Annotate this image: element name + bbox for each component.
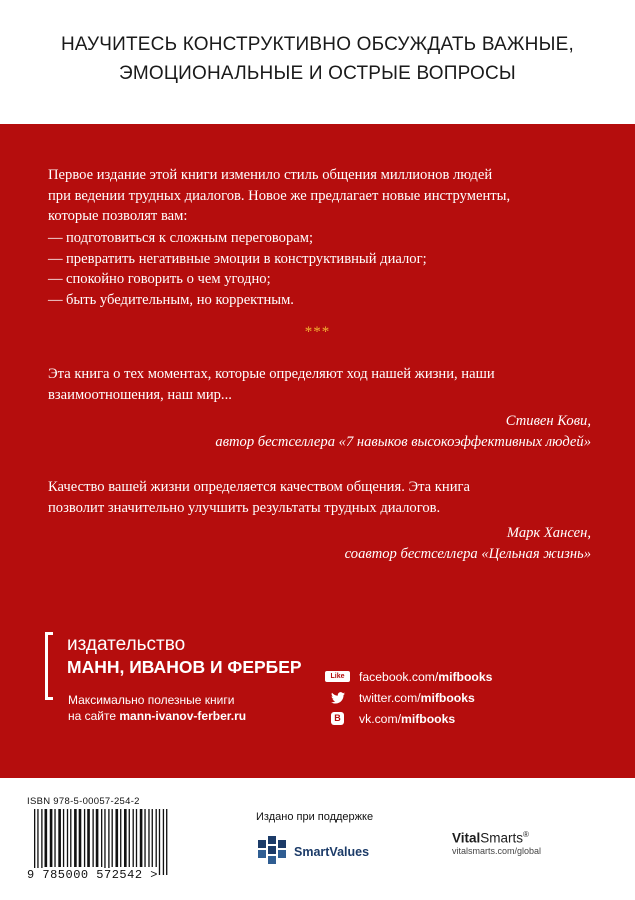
vitalsmarts-rest: Smarts: [480, 830, 524, 846]
quote-2: [48, 477, 593, 518]
vk-handle: mifbooks: [400, 712, 456, 726]
quote-2-line-2: позволит значительно улучшить результаты трудных диалогов.: [48, 499, 441, 516]
smartvalues-name: SmartValues: [294, 845, 370, 859]
tagline-line-2: [68, 709, 246, 725]
twitter-link[interactable]: [325, 689, 565, 710]
twitter-bird-icon: [325, 691, 350, 704]
list-item-text: быть убедительным, но корректным.: [66, 291, 294, 308]
facebook-link-text: [359, 670, 492, 684]
quote-2-attribution: [71, 523, 591, 564]
vitalsmarts-url: vitalsmarts.com/global: [452, 845, 542, 856]
vitalsmarts-bold: Vital: [452, 830, 481, 846]
vk-link-text: [359, 712, 455, 726]
publisher-label: издательство: [67, 634, 186, 655]
dash-marker: —: [48, 230, 63, 246]
quote-1-role: автор бестселлера «7 навыков высокоэффективных людей»: [215, 433, 591, 450]
intro-paragraph: [48, 165, 593, 227]
dash-marker: —: [48, 271, 63, 287]
publisher-site-link[interactable]: mann-ivanov-ferber.ru: [119, 708, 247, 723]
tagline-line-1: Максимально полезные книги: [68, 693, 235, 707]
headline-line-2: ЭМОЦИОНАЛЬНЫЕ И ОСТРЫЕ ВОПРОСЫ: [119, 63, 516, 84]
smartvalues-cube-icon: [256, 834, 288, 866]
facebook-handle: mifbooks: [438, 670, 493, 684]
quote-1-line-2: взаимоотношения, наш мир...: [48, 386, 232, 403]
registered-mark: ®: [523, 830, 529, 839]
publisher-logo: [45, 632, 302, 702]
benefits-list: [48, 228, 593, 310]
twitter-handle: mifbooks: [420, 691, 475, 705]
intro-line-2: при ведении трудных диалогов. Новое же предлагает новые инструменты,: [48, 187, 511, 204]
list-item-text: подготовиться к сложным переговорам;: [66, 230, 314, 246]
vk-link[interactable]: [325, 710, 565, 731]
intro-line-3: которые позволят вам:: [48, 208, 188, 224]
quote-1-line-1: Эта книга о тех моментах, которые определяют ход нашей жизни, наши: [48, 366, 495, 382]
quote-1: [48, 364, 593, 405]
quote-2-role: соавтор бестселлера «Цельная жизнь»: [344, 545, 591, 562]
bracket-icon: [45, 632, 53, 700]
tagline-prefix: на сайте: [68, 708, 120, 723]
headline: [0, 30, 635, 88]
twitter-prefix: twitter.com/: [359, 691, 421, 705]
list-item-text: превратить негативные эмоции в конструктивный диалог;: [66, 250, 427, 267]
support-label: Издано при поддержке: [256, 811, 374, 823]
like-badge: Like: [325, 671, 350, 682]
list-item: [48, 269, 593, 290]
dash-marker: —: [48, 291, 63, 308]
smartvalues-logo: [256, 832, 396, 872]
isbn-label: ISBN 978-5-00057-254-2: [27, 796, 140, 807]
vitalsmarts-name: [452, 830, 541, 846]
intro-line-1: Первое издание этой книги изменило стиль общения миллионов людей: [48, 167, 493, 183]
twitter-link-text: [359, 691, 475, 705]
red-panel: [0, 124, 635, 778]
top-banner: [0, 0, 635, 124]
section-separator: ***: [304, 324, 331, 340]
list-item: [48, 290, 593, 311]
vk-icon: [325, 712, 350, 725]
list-item: [48, 249, 593, 270]
dash-marker: —: [48, 250, 63, 267]
facebook-link[interactable]: [325, 668, 565, 689]
vk-badge: B: [331, 712, 344, 725]
vitalsmarts-logo: [452, 830, 541, 856]
quote-2-author: Марк Хансен,: [506, 525, 591, 541]
quote-1-attribution: [71, 411, 591, 452]
vk-prefix: vk.com/: [359, 712, 401, 726]
barcode-icon: [34, 809, 170, 875]
social-links: [325, 668, 565, 731]
headline-line-1: НАУЧИТЕСЬ КОНСТРУКТИВНО ОБСУЖДАТЬ ВАЖНЫЕ,: [61, 34, 574, 55]
bottom-panel: [0, 778, 635, 900]
quote-2-line-1: Качество вашей жизни определяется качеством общения. Эта книга: [48, 479, 470, 495]
publisher-name: МАНН, ИВАНОВ И ФЕРБЕР: [67, 657, 302, 677]
list-item-text: спокойно говорить о чем угодно;: [66, 271, 271, 287]
barcode-number: 9 785000 572542 >: [27, 868, 158, 882]
facebook-like-icon: [325, 670, 350, 683]
facebook-prefix: facebook.com/: [359, 670, 439, 684]
publisher-tagline: [68, 693, 246, 724]
list-item: [48, 228, 593, 249]
quote-1-author: Стивен Кови,: [505, 413, 591, 429]
